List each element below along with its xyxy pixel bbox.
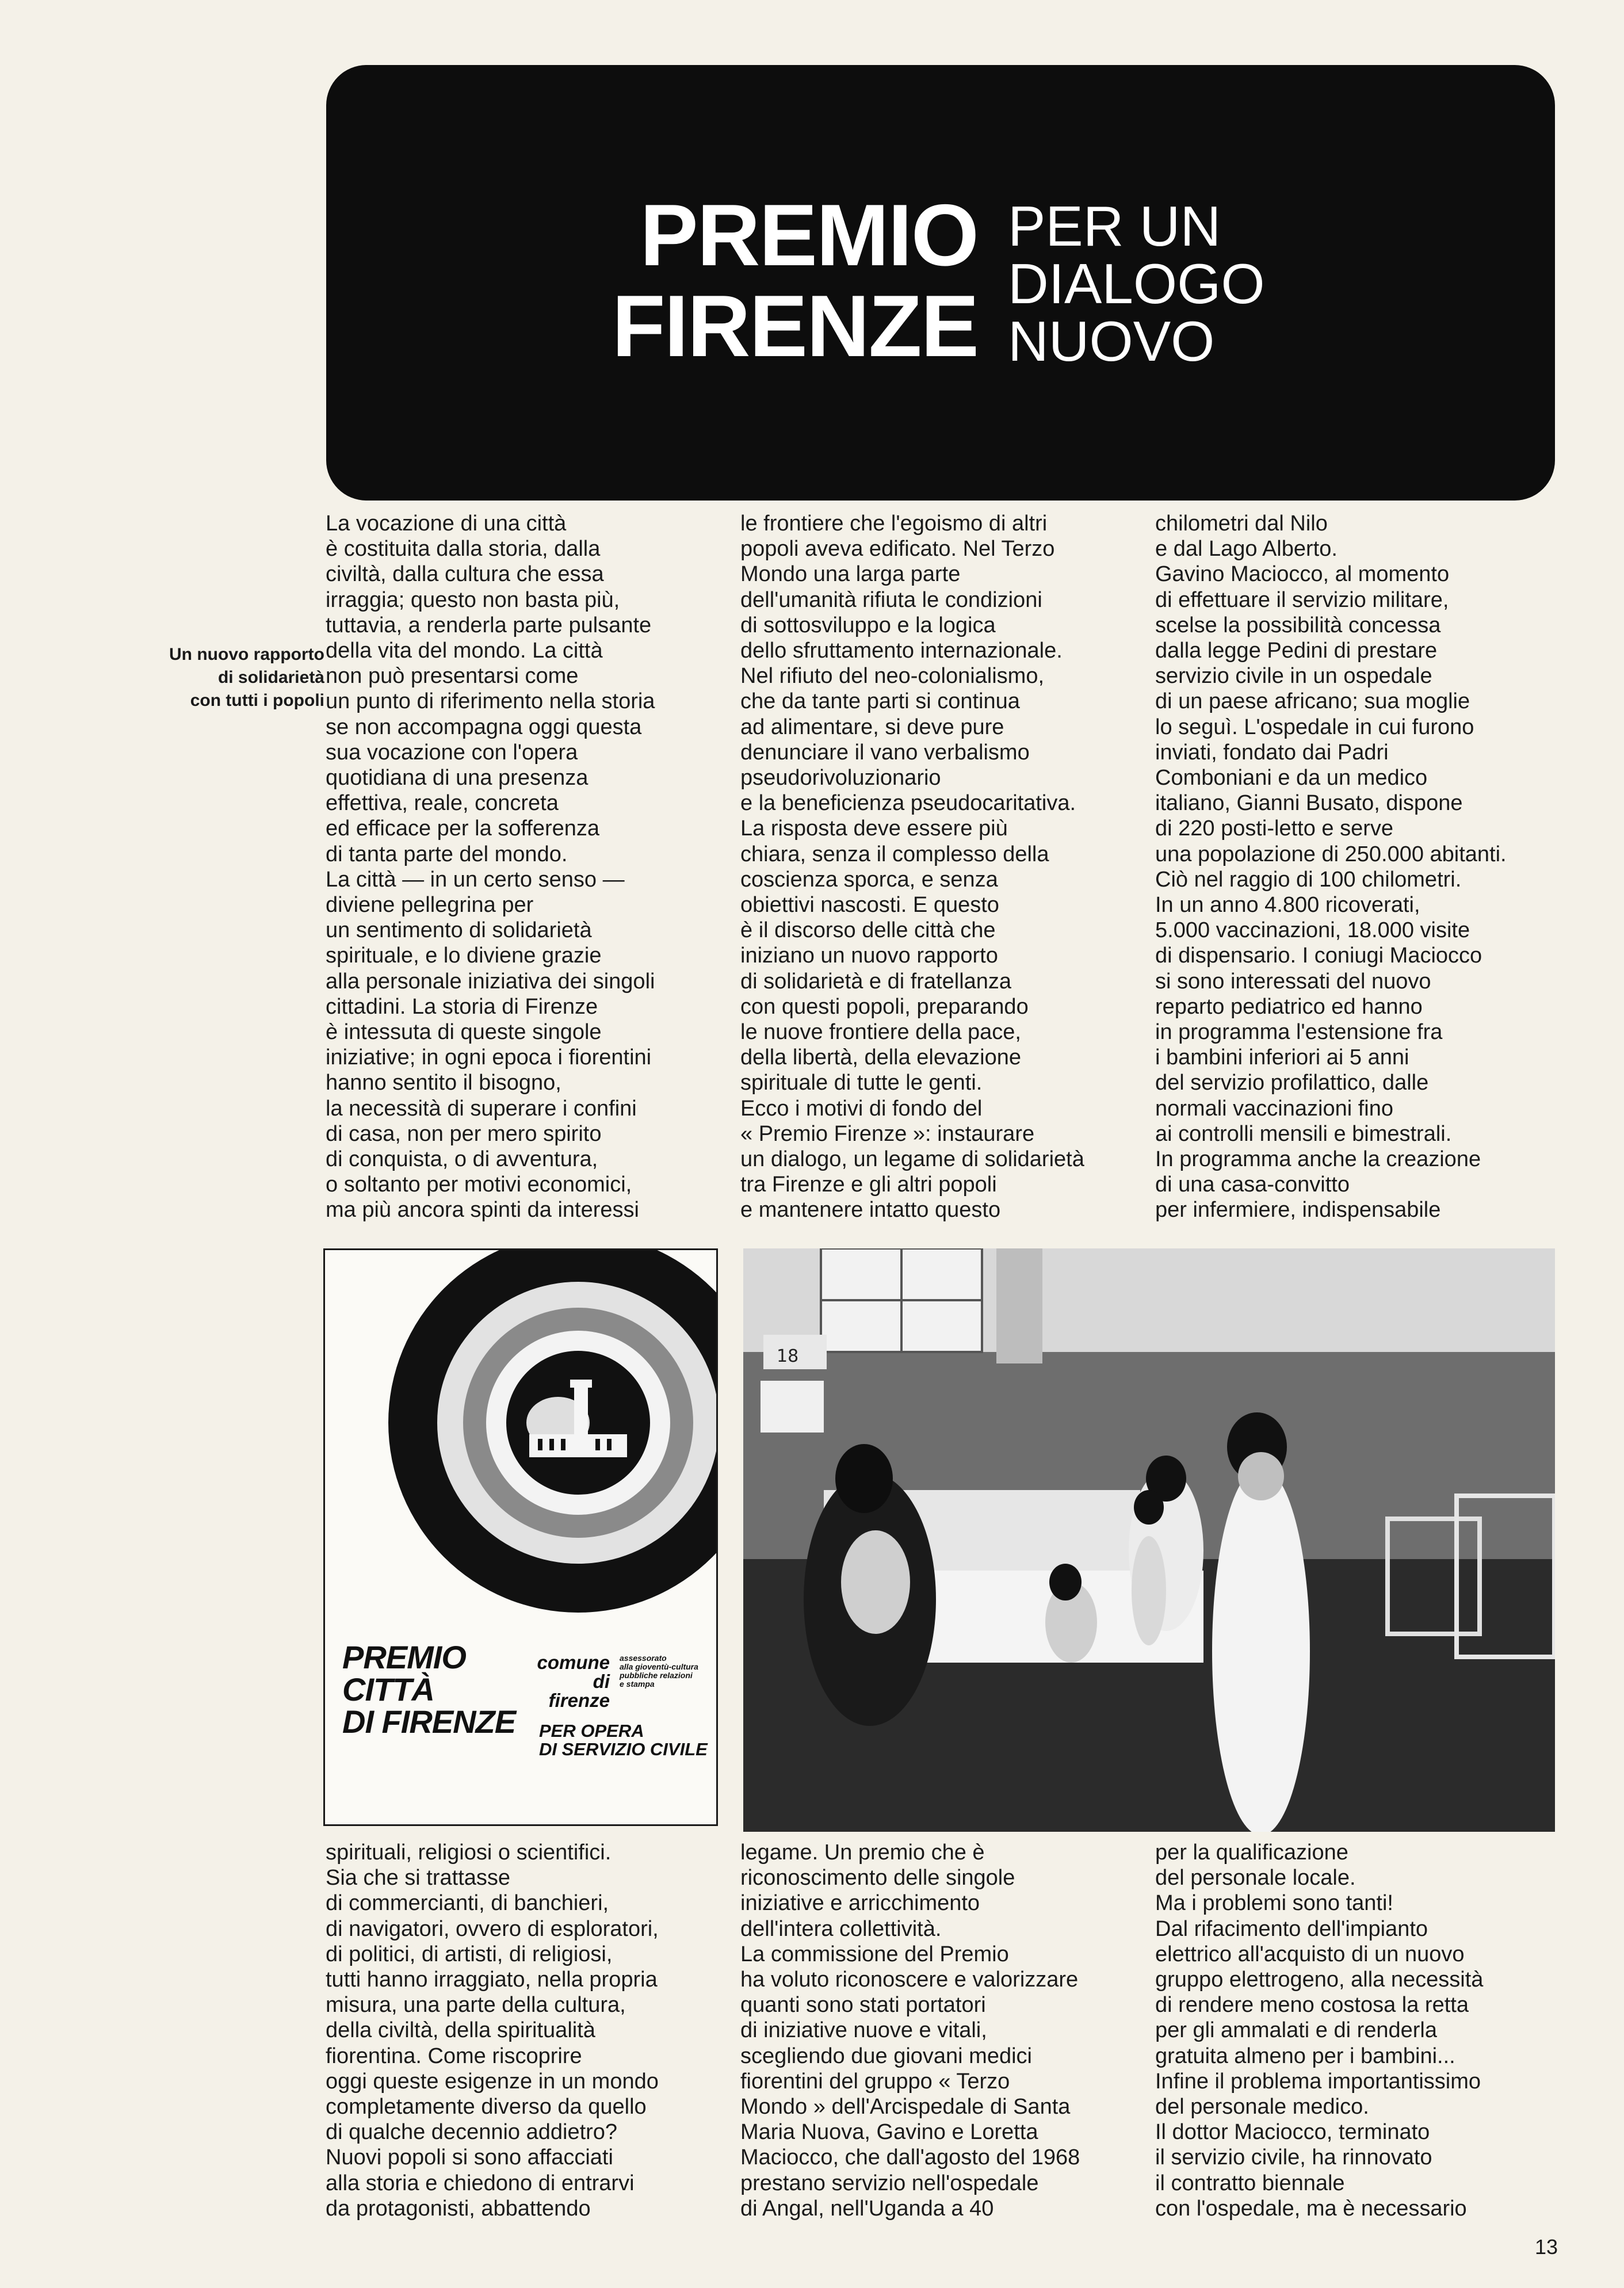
side-note (104, 643, 324, 712)
poster-image (323, 1248, 718, 1826)
headline-line: PREMIO (640, 186, 978, 284)
poster-subtitle-line: PER OPERA (539, 1721, 644, 1741)
hospital-photo-graphic (743, 1248, 1555, 1832)
poster-subtitle (539, 1722, 708, 1759)
side-note-line: Un nuovo rapporto (169, 645, 324, 664)
side-note-line: con tutti i popoli (190, 691, 324, 710)
article-column-1-continued: spirituali, religiosi o scientifici. Sia che si trattasse di commercianti, di banchieri, di navigatori, ovvero di esploratori, di politici, di artisti, di religiosi, tutti hanno irraggiato, nella propria misura, una parte della cultura, della civiltà, della spiritualità fiorentina. Come riscoprire oggi queste esigenze in un mondo completamente diverso da quello di qualche decennio addietro? Nuovi popoli si sono affacciati alla storia e chiedono di entrarvi da protagonisti, abbattendo (326, 1840, 659, 2221)
page-number: 13 (1534, 2235, 1558, 2259)
poster-assessorato-line: e stampa (620, 1679, 655, 1689)
subheadline (1008, 194, 1307, 373)
poster-title-line: CITTÀ (342, 1671, 434, 1708)
poster-comune-line: di firenze (548, 1671, 610, 1711)
subheadline-line: PER UN (1008, 194, 1221, 258)
poster-title-line: DI FIRENZE (342, 1703, 516, 1740)
poster-subtitle-line: DI SERVIZIO CIVILE (539, 1739, 708, 1759)
article-column-3-continued: per la qualificazione del personale locale. Ma i problemi sono tanti! Dal rifacimento dell'impianto elettrico all'acquisto di un nuovo gruppo elettrogeno, alla necessità di rendere meno costosa la retta per gli ammalati e di renderla gratuita almeno per i bambini... Infine il problema importantissimo del personale medico. Il dottor Maciocco, terminato il servizio civile, ha rinnovato il contratto biennale con l'ospedale, ma è necessario (1155, 1840, 1484, 2221)
headline (598, 186, 978, 375)
poster-assessorato-line: assessorato (620, 1653, 667, 1663)
subheadline-line: NUOVO (1008, 310, 1215, 373)
article-column-3: chilometri dal Nilo e dal Lago Alberto. Gavino Maciocco, al momento di effettuare il servizio militare, scelse la possibilità concessa dalla legge Pedini di prestare servizio civile in un ospedale di un paese africano; sua moglie lo seguì. L'ospedale in cui furono inviati, fondato dai Padri Comboniani e da un medico italiano, Gianni Busato, dispone di 220 posti-letto e serve una popolazione di 250.000 abitanti. Ciò nel raggio di 100 chilometri. In un anno 4.800 ricoverati, 5.000 vaccinazioni, 18.000 visite di dispensario. I coniugi Maciocco si sono interessati del nuovo reparto pediatrico ed hanno in programma l'estensione fra i bambini inferiori ai 5 anni del servizio profilattico, dalle normali vaccinazioni fino ai controlli mensili e bimestrali. In programma anche la creazione di una casa-convitto per infermiere, indispensabile (1155, 511, 1507, 1223)
article-column-1: La vocazione di una città è costituita dalla storia, dalla civiltà, dalla cultura che essa irraggia; questo non basta più, tuttavia, a renderla parte pulsante della vita del mondo. La città non può presentarsi come un punto di riferimento nella storia se non accompagna oggi questa sua vocazione con l'opera quotidiana di una presenza effettiva, reale, concreta ed efficace per la sofferenza di tanta parte del mondo. La città — in un certo senso — diviene pellegrina per un sentimento di solidarietà spirituale, e lo diviene grazie alla personale iniziativa dei singoli cittadini. La storia di Firenze è intessuta di queste singole iniziative; in ogni epoca i fiorentini hanno sentito il bisogno, la necessità di superare i confini di casa, non per mero spirito di conquista, o di avventura, o soltanto per motivi economici, ma più ancora spinti da interessi (326, 511, 655, 1223)
poster-comune-line: comune (537, 1652, 610, 1673)
poster-assessorato (620, 1654, 717, 1689)
photo-wall-number: 18 (777, 1346, 799, 1366)
headline-line: FIRENZE (612, 277, 978, 375)
article-column-2: le frontiere che l'egoismo di altri popoli aveva edificato. Nel Terzo Mondo una larga parte dell'umanità rifiuta le condizioni di sottosviluppo e la logica dello sfruttamento internazionale. Nel rifiuto del neo-colonialismo, che da tante parti si continua ad alimentare, si deve pure denunciare il vano verbalismo pseudorivoluzionario e la beneficienza pseudocaritativa. La risposta deve essere più chiara, senza il complesso della coscienza sporca, e senza obiettivi nascosti. E questo è il discorso delle città che iniziano un nuovo rapporto di solidarietà e di fratellanza con questi popoli, preparando le nuove frontiere della pace, della libertà, della elevazione spirituale di tutte le genti. Ecco i motivi di fondo del « Premio Firenze »: instaurare un dialogo, un legame di solidarietà tra Firenze e gli altri popoli e mantenere intatto questo (740, 511, 1084, 1223)
poster-assessorato-line: pubbliche relazioni (620, 1671, 693, 1680)
side-note-line: di solidarietà (217, 668, 324, 687)
poster-title-line: PREMIO (342, 1639, 466, 1675)
poster-assessorato-line: alla gioventù-cultura (620, 1662, 698, 1671)
subheadline-line: DIALOGO (1008, 252, 1265, 315)
article-column-2-continued: legame. Un premio che è riconoscimento delle singole iniziative e arricchimento dell'intera collettività. La commissione del Premio ha voluto riconoscere e valorizzare quanti sono stati portatori di iniziative nuove e vitali, scegliendo due giovani medici fiorentini del gruppo « Terzo Mondo » dell'Arcispedale di Santa Maria Nuova, Gavino e Loretta Maciocco, che dall'agosto del 1968 prestano servizio nell'ospedale di Angal, nell'Uganda a 40 (740, 1840, 1080, 2221)
poster-comune (529, 1653, 610, 1710)
hospital-photo (743, 1248, 1555, 1832)
